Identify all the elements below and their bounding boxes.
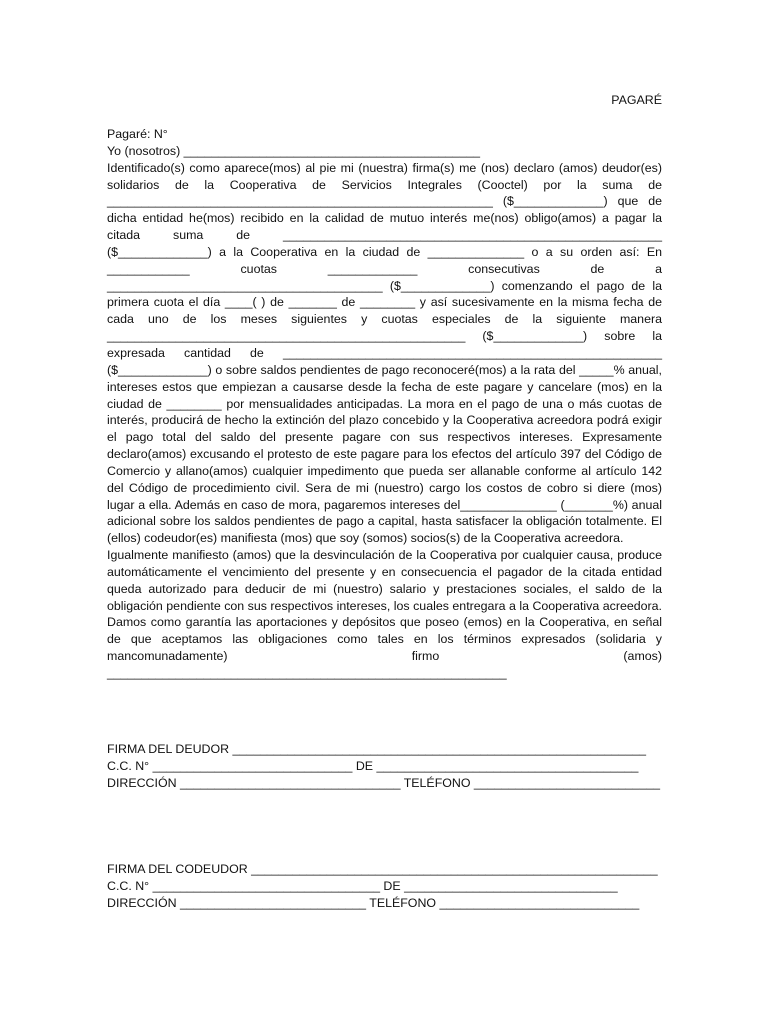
guarantee-paragraph: Igualmente manifiesto (amos) que la desvinculación de la Cooperativa por cualquier causa, produce automáticamente el vencimiento del presente y en consecuencia el pagador de la citada entidad queda autorizado para deducir de mi (nuestro) salario y prestaciones sociales, el saldo de la obligación pendiente con sus respectivos intereses, los cuales entregara a la Cooperativa acreedora. Damos como garantía las aportaciones y depósitos que poseo (emos) en la Cooperativa, en señal de que aceptamos las obligaciones como tales en los términos expresados (solidaria y mancomunadamente) firmo (amos) __________________________________________________________	[107, 548, 662, 680]
codebtor-address-line: DIRECCIÓN ___________________________ TELÉFONO _____________________________	[107, 895, 640, 910]
codebtor-signature-line: FIRMA DEL CODEUDOR ___________________________________________________________	[107, 862, 658, 876]
debtor-signature-line: FIRMA DEL DEUDOR ____________________________________________________________	[107, 742, 646, 756]
document-body	[107, 126, 662, 682]
codebtor-id-line: C.C. N° _________________________________ DE _______________________________	[107, 878, 618, 893]
debtor-id-line: C.C. N° _____________________________ DE ______________________________________	[107, 758, 639, 773]
debtor-name-line: Yo (nosotros) ___________________________________________	[107, 143, 480, 158]
document-title: PAGARÉ	[611, 93, 662, 107]
obligation-paragraph: Identificado(s) como aparece(mos) al pie mi (nuestra) firma(s) me (nos) declaro (amos) deudor(es) solidarios de la Cooperativa de Servicios Integrales (Cooctel) por la suma de ________________________________________________________ ($_____________) que de dicha entidad he(mos) recibido en la calidad de mutuo interés me(nos) obligo(amos) a pagar la citada suma de _______________________________________________________ ($_____________) a la Cooperativa en la ciudad de ______________ o a su orden así: En ____________ cuotas _____________ consecutivas de a ________________________________________ ($_____________) comenzando el pago de la primera cuota el día ____( ) de _______ de ________ y así sucesivamente en la misma fecha de cada uno de los meses siguientes y cuotas especiales de la siguiente manera ____________________________________________________ ($_____________) sobre la expresada cantidad de _______________________________________________________ ($_____________) o sobre saldos pendientes de pago reconoceré(mos) a la rata del _____% anual, intereses estos que empiezan a causarse desde la fecha de este pagare y cancelare (mos) en la ciudad de ________ por mensualidades anticipadas. La mora en el pago de una o más cuotas de interés, producirá de hecho la extinción del plazo concebido y la Cooperativa acreedora podrá exigir el pago total del saldo del presente pagare con sus respectivos intereses. Expresamente declaro(amos) excusando el protesto de este pagare para los efectos del artículo 397 del Código de Comercio y allano(amos) cualquier impedimento que pueda ser allanable conforme al artículo 142 del Código de procedimiento civil. Sera de mi (nuestro) cargo los costos de cobro si diere (mos) lugar a ella. Además en caso de mora, pagaremos intereses del______________ (_______%) anual adicional sobre los saldos pendientes de pago a capital, hasta satisfacer la obligación totalmente. El (ellos) codeudor(es) manifiesta (mos) que soy (somos) socios(s) de la Cooperativa acreedora.	[107, 160, 662, 546]
debtor-signature-block	[107, 741, 667, 792]
debtor-address-line: DIRECCIÓN ________________________________ TELÉFONO ___________________________	[107, 775, 660, 790]
note-number-line: Pagaré: N°	[107, 127, 168, 141]
codebtor-signature-block	[107, 861, 667, 912]
